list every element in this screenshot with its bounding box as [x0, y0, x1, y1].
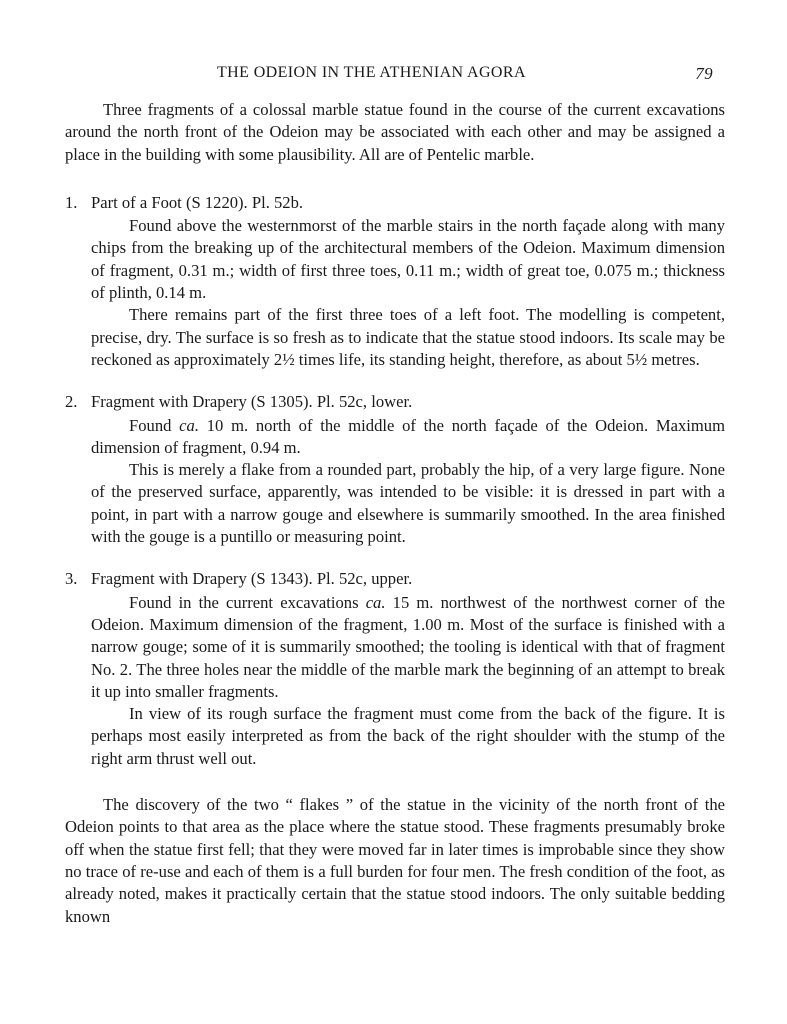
item-title: Fragment with Drapery (S 1305). Pl. 52c, lower.: [91, 392, 413, 412]
running-header: [65, 64, 725, 88]
intro-paragraph: Three fragments of a colossal marble statue found in the course of the current excavations around the north front of the Odeion may be associated with each other and may be assigned a place in the building with some plausibility. All are of Pentelic marble.: [65, 100, 725, 164]
item-body: [65, 592, 725, 770]
italic-abbreviation: ca.: [179, 415, 199, 435]
running-title: THE ODEION IN THE ATHENIAN AGORA: [217, 64, 526, 81]
item-number: 1.: [65, 192, 78, 212]
item-paragraph: There remains part of the first three toes of a left foot. The modelling is competent, precise, dry. The surface is so fresh as to indicate that the statue stood indoors. Its scale may be reckoned as approximately 2½ times life, its standing height, therefore, as about 5½ metres.: [91, 305, 725, 369]
text-run: 10 m. north of the middle of the north façade of the Odeion. Maximum dimension of fragment, 0.94 m.: [91, 415, 725, 457]
catalogue-item-3: [65, 568, 725, 770]
item-heading: [65, 192, 725, 214]
catalogue-item-1: [65, 192, 725, 371]
text-run: Found in the current excavations: [129, 592, 366, 612]
item-number: 3.: [65, 569, 78, 589]
italic-abbreviation: ca.: [365, 592, 386, 612]
text-run: 15 m. northwest of the northwest corner of the Odeion. Maximum dimension of the fragment, 1.00 m. Most of the surface is finished with a narrow gouge; some of it is summarily smoothed; the tooling is identical with that of fragment No. 2. The three holes near the middle of the marble mark the beginning of an attempt to break it up into smaller fragments.: [91, 592, 725, 701]
item-heading: [65, 391, 725, 413]
page-number: 79: [695, 64, 713, 83]
item-paragraph: This is merely a flake from a rounded part, probably the hip, of a very large figure. None of the preserved surface, apparently, was intended to be visible: it is dressed in part with a point, in part with a narrow gouge and elsewhere is summarily smoothed. In the area finished with the gouge is a puntillo or measuring point.: [91, 460, 725, 547]
item-title: Part of a Foot (S 1220). Pl. 52b.: [91, 192, 304, 212]
item-paragraph: [91, 415, 725, 460]
body-text: [65, 99, 725, 928]
item-title: Fragment with Drapery (S 1343). Pl. 52c, upper.: [91, 569, 413, 589]
item-heading: [65, 568, 725, 590]
item-paragraph: In view of its rough surface the fragment must come from the back of the figure. It is perhaps most easily interpreted as from the back of the right shoulder with the stump of the right arm thrust well out.: [91, 704, 725, 768]
item-number: 2.: [65, 392, 78, 412]
item-paragraph: Found above the westernmorst of the marble stairs in the north façade along with many chips from the breaking up of the architectural members of the Odeion. Maximum dimension of fragment, 0.31 m.; width of first three toes, 0.11 m.; width of great toe, 0.075 m.; thickness of plinth, 0.14 m.: [91, 216, 725, 303]
closing-paragraph: The discovery of the two “ flakes ” of the statue in the vicinity of the north front of the Odeion points to that area as the place where the statue stood. These fragments presumably broke off when the statue first fell; that they were moved far in later times is improbable since they show no trace of re-use and each of them is a full burden for four men. The fresh condition of the foot, as already noted, makes it practically certain that the statue stood indoors. The only suitable bedding known: [65, 795, 725, 926]
text-run: Found: [129, 415, 180, 435]
item-body: [65, 415, 725, 549]
item-paragraph: [91, 592, 725, 703]
item-body: [65, 215, 725, 371]
catalogue-item-2: [65, 391, 725, 548]
